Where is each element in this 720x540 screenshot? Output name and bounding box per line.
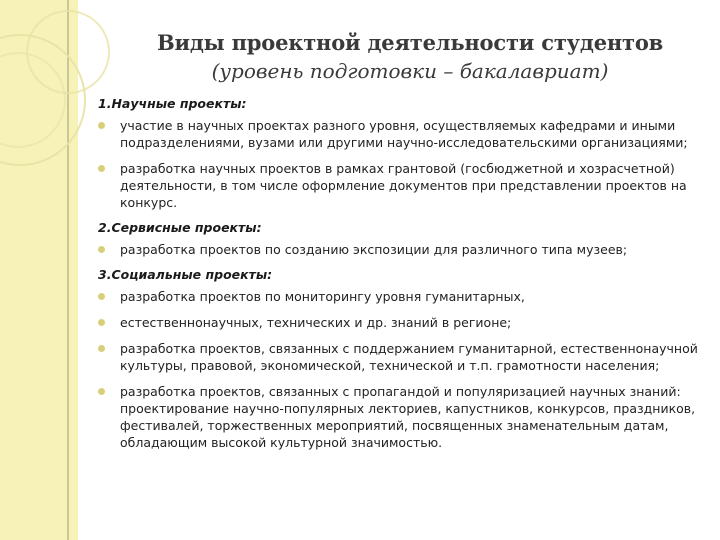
bullet-list: [98, 288, 712, 451]
list-item: [98, 340, 712, 374]
bullet-icon: [98, 345, 105, 352]
bullet-list: [98, 241, 712, 258]
bullet-list: [98, 117, 712, 211]
bullet-icon: [98, 122, 105, 129]
decorative-vertical-line: [67, 0, 69, 540]
list-item-text: разработка научных проектов в рамках грантовой (госбюджетной и хозрасчетной) деятельности, в том числе оформление документов при представлении проектов на конкурс.: [120, 161, 687, 210]
bullet-icon: [98, 246, 105, 253]
slide-content: [98, 96, 712, 460]
list-item-text: естественнонаучных, технических и др. знаний в регионе;: [120, 315, 512, 330]
bullet-icon: [98, 293, 105, 300]
section-heading: 1.Научные проекты:: [98, 96, 247, 111]
title-block: [120, 30, 700, 83]
list-item-text: участие в научных проектах разного уровня, осуществляемых кафедрами и иными подразделениями, вузами или другими научно-исследовательскими организациями;: [120, 118, 688, 150]
list-item: [98, 288, 712, 305]
list-item-text: разработка проектов, связанных с поддержанием гуманитарной, естественнонаучной культуры, правовой, экономической, технической и т.п. грамотности населения;: [120, 341, 698, 373]
bullet-icon: [98, 319, 105, 326]
list-item: [98, 314, 712, 331]
list-item: [98, 117, 712, 151]
slide-subtitle: (уровень подготовки – бакалавриат): [211, 59, 609, 83]
list-item-text: разработка проектов, связанных с пропагандой и популяризацией научных знаний: проектирование научно-популярных лекториев, капустников, конкурсов, праздников, фестивалей, торжественных мероприятий, посвященных знаменательным датам, обладающим высокой культурной значимостью.: [120, 384, 696, 450]
list-item: [98, 160, 712, 211]
slide-title: Виды проектной деятельности студентов: [156, 30, 664, 55]
section-heading: 2.Сервисные проекты:: [98, 220, 262, 235]
list-item-text: разработка проектов по созданию экспозиции для различного типа музеев;: [120, 242, 628, 257]
list-item-text: разработка проектов по мониторингу уровня гуманитарных,: [120, 289, 525, 304]
list-item: [98, 241, 712, 258]
bullet-icon: [98, 165, 105, 172]
section-social-projects: [98, 267, 712, 451]
section-service-projects: [98, 220, 712, 258]
section-heading: 3.Социальные проекты:: [98, 267, 273, 282]
section-scientific-projects: [98, 96, 712, 211]
bullet-icon: [98, 388, 105, 395]
list-item: [98, 383, 712, 451]
